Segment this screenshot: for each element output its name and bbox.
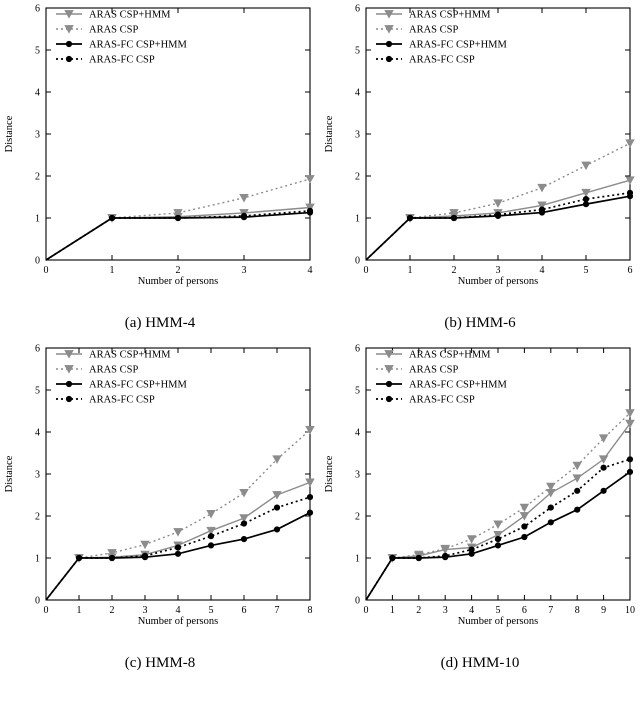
panel-caption-c: (c) HMM-8 — [124, 655, 196, 671]
data-point-marker — [241, 536, 247, 542]
data-point-marker — [386, 41, 392, 47]
x-axis-label: Number of persons — [137, 276, 219, 287]
x-tick-label: 0 — [43, 265, 49, 276]
data-point-marker — [241, 213, 247, 219]
data-point-marker — [573, 475, 581, 483]
data-point-marker — [582, 162, 590, 170]
data-point-marker — [175, 545, 181, 551]
x-tick-label: 5 — [208, 605, 214, 616]
x-tick-label: 2 — [451, 265, 457, 276]
data-point-marker — [627, 469, 633, 475]
data-point-marker — [601, 465, 607, 471]
panel-caption-d: (d) HMM-10 — [440, 655, 520, 671]
legend — [376, 10, 507, 66]
data-point-marker — [442, 553, 448, 559]
data-point-marker — [307, 494, 313, 500]
y-tick-label: 5 — [35, 385, 40, 397]
series-1 — [366, 140, 634, 260]
legend-label: ARAS CSP — [409, 24, 459, 36]
x-tick-label: 6 — [627, 265, 633, 276]
legend-label: ARAS CSP+HMM — [89, 9, 171, 21]
legend-label: ARAS CSP+HMM — [409, 9, 491, 21]
y-tick-label: 6 — [35, 3, 40, 15]
data-point-marker — [208, 533, 214, 539]
panel-caption-a: (a) HMM-4 — [124, 315, 196, 331]
x-axis-label: Number of persons — [137, 616, 219, 627]
legend-label: ARAS-FC CSP+HMM — [89, 379, 187, 391]
legend-label: ARAS-FC CSP — [409, 54, 475, 66]
data-point-marker — [274, 505, 280, 511]
data-point-marker — [522, 524, 528, 530]
legend — [56, 10, 187, 66]
data-point-marker — [495, 212, 501, 218]
plot-c — [0, 340, 320, 640]
series-1 — [46, 426, 314, 600]
data-point-marker — [416, 555, 422, 561]
x-tick-label: 0 — [43, 605, 49, 616]
legend-label: ARAS-FC CSP+HMM — [409, 379, 507, 391]
x-tick-label: 7 — [274, 605, 280, 616]
x-tick-label: 2 — [109, 605, 115, 616]
data-point-marker — [520, 504, 528, 512]
y-tick-label: 0 — [355, 595, 360, 607]
data-point-marker — [627, 457, 633, 463]
data-point-marker — [386, 56, 392, 62]
data-point-marker — [66, 381, 72, 387]
legend-label: ARAS CSP+HMM — [89, 349, 171, 361]
x-tick-label: 0 — [363, 265, 369, 276]
data-point-marker — [274, 527, 280, 533]
series-0 — [366, 177, 634, 260]
chart-svg — [320, 340, 640, 640]
y-tick-label: 2 — [355, 171, 360, 183]
y-axis-label: Distance — [4, 455, 15, 493]
y-tick-label: 6 — [355, 343, 360, 355]
chart-svg — [0, 0, 320, 300]
x-tick-label: 9 — [601, 605, 607, 616]
y-tick-label: 6 — [35, 343, 40, 355]
x-tick-label: 3 — [142, 605, 148, 616]
data-point-marker — [494, 200, 502, 208]
y-tick-label: 3 — [355, 469, 360, 481]
data-point-marker — [307, 208, 313, 214]
data-point-marker — [66, 41, 72, 47]
legend-label: ARAS-FC CSP — [89, 394, 155, 406]
x-tick-label: 2 — [416, 605, 422, 616]
panel-b — [320, 0, 640, 340]
x-tick-label: 0 — [363, 605, 369, 616]
x-tick-label: 6 — [241, 605, 247, 616]
data-point-marker — [207, 510, 215, 518]
legend — [376, 350, 507, 406]
series-2 — [46, 510, 313, 600]
data-point-marker — [241, 521, 247, 527]
y-tick-label: 3 — [35, 129, 40, 141]
y-tick-label: 1 — [355, 213, 360, 225]
x-tick-label: 4 — [539, 265, 545, 276]
y-tick-label: 4 — [35, 87, 40, 99]
data-point-marker — [386, 396, 392, 402]
plot-a — [0, 0, 320, 300]
y-tick-label: 5 — [355, 45, 360, 57]
data-point-marker — [307, 510, 313, 516]
x-tick-label: 4 — [307, 265, 313, 276]
x-tick-label: 7 — [548, 605, 554, 616]
series-3 — [46, 494, 313, 600]
data-point-marker — [601, 488, 607, 494]
data-point-marker — [66, 396, 72, 402]
series-line — [46, 482, 310, 600]
x-axis-label: Number of persons — [457, 276, 539, 287]
plot-d — [320, 340, 640, 640]
y-tick-label: 5 — [35, 45, 40, 57]
data-point-marker — [306, 479, 314, 487]
x-tick-label: 5 — [583, 265, 589, 276]
plot-b — [320, 0, 640, 300]
x-tick-label: 6 — [521, 605, 527, 616]
data-point-marker — [467, 536, 475, 544]
series-line — [366, 424, 630, 600]
y-axis-label: Distance — [324, 455, 335, 493]
data-point-marker — [495, 536, 501, 542]
data-point-marker — [626, 140, 634, 148]
data-point-marker — [627, 190, 633, 196]
data-point-marker — [306, 175, 314, 183]
data-point-marker — [208, 543, 214, 549]
y-tick-label: 1 — [35, 213, 40, 225]
y-tick-label: 2 — [35, 511, 40, 523]
data-point-marker — [538, 184, 546, 192]
x-tick-label: 4 — [469, 605, 475, 616]
legend-label: ARAS CSP — [89, 24, 139, 36]
x-tick-label: 8 — [307, 605, 313, 616]
panel-d — [320, 340, 640, 680]
data-point-marker — [109, 555, 115, 561]
y-tick-label: 4 — [355, 427, 360, 439]
data-point-marker — [539, 207, 545, 213]
y-tick-label: 3 — [35, 469, 40, 481]
y-tick-label: 5 — [355, 385, 360, 397]
panel-c — [0, 340, 320, 680]
legend-label: ARAS-FC CSP+HMM — [89, 39, 187, 51]
series-3 — [366, 457, 633, 601]
series-line — [366, 459, 630, 600]
x-tick-label: 5 — [495, 605, 501, 616]
data-point-marker — [469, 547, 475, 553]
data-point-marker — [494, 521, 502, 529]
data-point-marker — [574, 507, 580, 513]
y-tick-label: 2 — [355, 511, 360, 523]
data-point-marker — [240, 194, 248, 202]
chart-svg — [320, 0, 640, 300]
x-tick-label: 2 — [175, 265, 181, 276]
legend-label: ARAS-FC CSP+HMM — [409, 39, 507, 51]
y-tick-label: 1 — [35, 553, 40, 565]
y-tick-label: 3 — [355, 129, 360, 141]
data-point-marker — [583, 196, 589, 202]
series-0 — [366, 420, 634, 600]
series-0 — [46, 479, 314, 600]
series-line — [366, 413, 630, 600]
x-tick-label: 1 — [389, 605, 395, 616]
x-tick-label: 3 — [495, 265, 501, 276]
x-tick-label: 1 — [76, 605, 82, 616]
data-point-marker — [175, 551, 181, 557]
x-tick-label: 3 — [442, 605, 448, 616]
data-point-marker — [522, 534, 528, 540]
y-tick-label: 6 — [355, 3, 360, 15]
data-point-marker — [548, 520, 554, 526]
y-axis-label: Distance — [324, 115, 335, 153]
data-point-marker — [109, 215, 115, 221]
series-1 — [366, 410, 634, 600]
data-point-marker — [548, 505, 554, 511]
panel-caption-b: (b) HMM-6 — [444, 315, 516, 331]
y-tick-label: 4 — [355, 87, 360, 99]
data-point-marker — [407, 215, 413, 221]
x-tick-label: 1 — [109, 265, 115, 276]
x-tick-label: 4 — [175, 605, 181, 616]
series-line — [46, 430, 310, 600]
data-point-marker — [76, 555, 82, 561]
x-tick-label: 8 — [574, 605, 580, 616]
y-tick-label: 1 — [355, 553, 360, 565]
data-point-marker — [495, 543, 501, 549]
data-point-marker — [390, 555, 396, 561]
panel-a — [0, 0, 320, 340]
y-tick-label: 4 — [35, 427, 40, 439]
x-tick-label: 1 — [407, 265, 413, 276]
data-point-marker — [174, 528, 182, 536]
data-point-marker — [451, 215, 457, 221]
y-tick-label: 0 — [35, 255, 40, 267]
y-axis-label: Distance — [4, 115, 15, 153]
y-tick-label: 0 — [355, 255, 360, 267]
chart-svg — [0, 340, 320, 640]
data-point-marker — [141, 541, 149, 549]
data-point-marker — [599, 435, 607, 443]
data-point-marker — [66, 56, 72, 62]
data-point-marker — [175, 215, 181, 221]
data-point-marker — [574, 488, 580, 494]
data-point-marker — [386, 381, 392, 387]
y-tick-label: 2 — [35, 171, 40, 183]
x-tick-label: 3 — [241, 265, 247, 276]
legend-label: ARAS CSP+HMM — [409, 349, 491, 361]
series-line — [366, 180, 630, 260]
legend-label: ARAS CSP — [89, 364, 139, 376]
data-point-marker — [240, 489, 248, 497]
y-tick-label: 0 — [35, 595, 40, 607]
data-point-marker — [142, 553, 148, 559]
legend-label: ARAS-FC CSP — [89, 54, 155, 66]
legend — [56, 350, 187, 406]
legend-label: ARAS-FC CSP — [409, 394, 475, 406]
legend-label: ARAS CSP — [409, 364, 459, 376]
x-axis-label: Number of persons — [457, 616, 539, 627]
x-tick-label: 10 — [625, 605, 635, 616]
